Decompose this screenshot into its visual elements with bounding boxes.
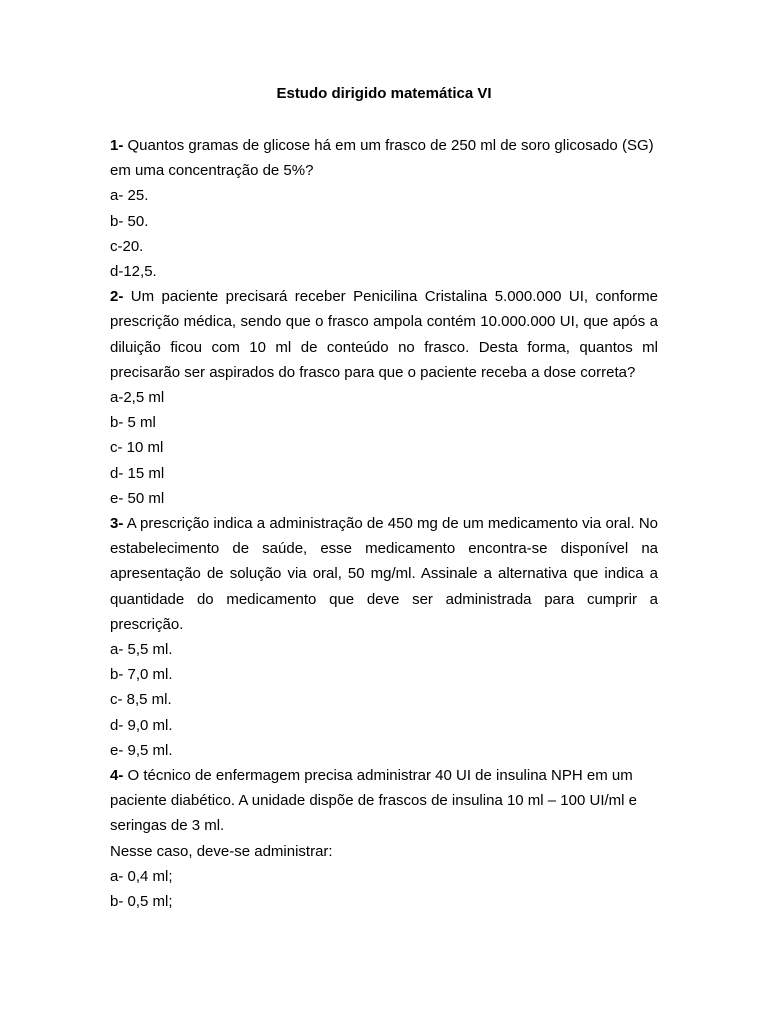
option: d-12,5. [110, 263, 157, 281]
question-1 [110, 133, 658, 183]
option: e- 9,5 ml. [110, 741, 173, 759]
option: b- 7,0 ml. [110, 666, 173, 684]
document-body [110, 133, 658, 914]
option: c- 10 ml [110, 439, 164, 457]
option: a- 25. [110, 187, 149, 205]
document-title: Estudo dirigido matemática VI [276, 85, 492, 102]
question-text: A prescrição indica a administração de 450 mg de um medicamento via oral. No estabelecimento de saúde, esse medicamento encontra-se disponível na apresentação de solução via oral, 50 mg/ml. Assinale a alternativa que indica a quantidade do medicamento que deve ser administrada para cumprir a prescrição. [110, 515, 658, 633]
question-number: 2- [110, 288, 124, 306]
option: b- 5 ml [110, 414, 156, 432]
option: a- 0,4 ml; [110, 867, 173, 885]
question-text: O técnico de enfermagem precisa administrar 40 UI de insulina NPH em um paciente diabético. A unidade dispõe de frascos de insulina 10 ml – 100 UI/ml e seringas de 3 ml. [110, 767, 638, 835]
question-3 [110, 511, 658, 637]
question-2 [110, 284, 658, 385]
option: d- 9,0 ml. [110, 716, 173, 734]
option: d- 15 ml [110, 464, 165, 482]
option: a- 5,5 ml. [110, 641, 173, 659]
option: b- 0,5 ml; [110, 893, 173, 911]
question-4 [110, 763, 658, 839]
option: c-20. [110, 237, 144, 255]
question-text: Quantos gramas de glicose há em um frasco de 250 ml de soro glicosado (SG) em uma concentração de 5%? [110, 137, 654, 180]
option: a-2,5 ml [110, 389, 165, 407]
option: c- 8,5 ml. [110, 691, 172, 709]
question-number: 4- [110, 767, 124, 785]
question-number: 1- [110, 137, 124, 154]
option: e- 50 ml [110, 489, 165, 507]
option: b- 50. [110, 212, 149, 230]
question-subtext: Nesse caso, deve-se administrar: [110, 842, 333, 860]
question-number: 3- [110, 515, 124, 533]
question-text: Um paciente precisará receber Penicilina Cristalina 5.000.000 UI, conforme prescrição médica, sendo que o frasco ampola contém 10.000.000 UI, que após a diluição ficou com 10 ml de conteúdo no frasco. Desta forma, quantos ml precisarão ser aspirados do frasco para que o paciente receba a dose correta? [110, 288, 658, 381]
